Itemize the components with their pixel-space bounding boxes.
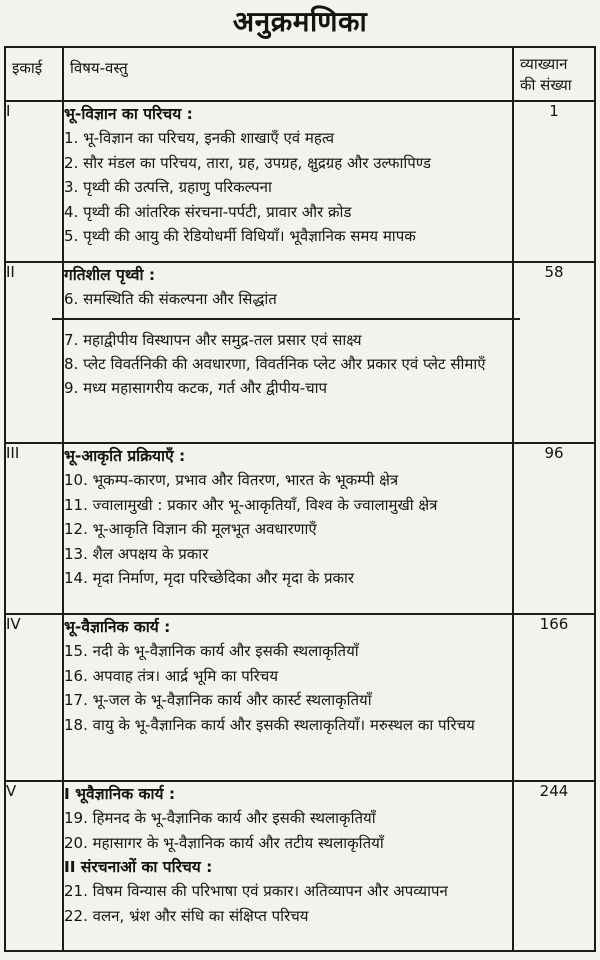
header-lecture-count: व्याख्यान की संख्या: [513, 47, 595, 101]
unit-topics: [63, 443, 513, 614]
list-item: 20. महासागर के भू-वैज्ञानिक कार्य और तटीय स्थलाकृतियाँ: [64, 833, 384, 852]
unit-row-3: [5, 443, 595, 614]
contents-table: [4, 46, 596, 952]
list-item: 8. प्लेट विवर्तनिकी की अवधारणा, विवर्तनिक प्लेट और प्रकार एवं प्लेट सीमाएँ: [64, 355, 486, 373]
list-item: 1. भू-विज्ञान का परिचय, इनकी शाखाएँ एवं महत्व: [64, 129, 335, 147]
list-item: 16. अपवाह तंत्र। आर्द्र भूमि का परिचय: [64, 666, 279, 685]
section-heading: भू-विज्ञान का परिचय :: [64, 105, 193, 123]
unit-row-4: [5, 614, 595, 781]
list-item: 4. पृथ्वी की आंतरिक संरचना-पर्पटी, प्रावार और क्रोड: [64, 202, 352, 221]
list-item: 5. पृथ्वी की आयु की रेडियोधर्मी विधियाँ। भूवैज्ञानिक समय मापक: [64, 227, 416, 245]
section-heading: II संरचनाओं का परिचय :: [64, 858, 213, 876]
list-item: 3. पृथ्वी की उत्पत्ति, ग्रहाणु परिकल्पना: [64, 178, 272, 196]
list-item: 6. समस्थिति की संकल्पना और सिद्धांत: [64, 290, 277, 308]
lecture-number: 1: [513, 101, 595, 262]
lecture-number: 244: [513, 781, 595, 951]
unit-topics: [63, 262, 513, 443]
lecture-number: 96: [513, 443, 595, 614]
unit-number: III: [5, 443, 63, 614]
list-item: 22. वलन, भ्रंश और संधि का संक्षिप्त परिचय: [64, 906, 309, 925]
page-title: अनुक्रमणिका: [232, 5, 368, 38]
sub-block: [52, 318, 520, 401]
header-row: [5, 47, 595, 101]
list-item: 14. मृदा निर्माण, मृदा परिच्छेदिका और मृदा के प्रकार: [64, 569, 355, 587]
list-item: 18. वायु के भू-वैज्ञानिक कार्य और इसकी स्थलाकृतियाँ। मरुस्थल का परिचय: [64, 715, 475, 734]
lecture-number: 58: [513, 262, 595, 443]
section-heading: I भूवैज्ञानिक कार्य :: [64, 785, 176, 803]
list-item: 11. ज्वालामुखी : प्रकार और भू-आकृतियाँ, विश्व के ज्वालामुखी क्षेत्र: [64, 495, 438, 514]
section-heading: गतिशील पृथ्वी :: [64, 266, 156, 284]
unit-number: V: [5, 781, 63, 951]
list-item: 21. विषम विन्यास की परिभाषा एवं प्रकार। अतिव्यापन और अपव्यापन: [64, 882, 448, 900]
list-item: 10. भूकम्प-कारण, प्रभाव और वितरण, भारत के भूकम्पी क्षेत्र: [64, 471, 399, 489]
header-topic: विषय-वस्तु: [63, 47, 513, 101]
list-item: 7. महाद्वीपीय विस्थापन और समुद्र-तल प्रसार एवं साक्ष्य: [64, 330, 362, 349]
unit-topics: [63, 614, 513, 781]
list-item: 19. हिमनद के भू-वैज्ञानिक कार्य और इसकी स्थलाकृतियाँ: [64, 809, 376, 827]
list-item: 13. शैल अपक्षय के प्रकार: [64, 544, 209, 563]
lecture-number: 166: [513, 614, 595, 781]
unit-row-1: [5, 101, 595, 262]
header-unit: इकाई: [5, 47, 63, 101]
unit-number: IV: [5, 614, 63, 781]
unit-number: II: [5, 262, 63, 443]
unit-row-5: [5, 781, 595, 951]
list-item: 12. भू-आकृति विज्ञान की मूलभूत अवधारणाएँ: [64, 520, 317, 538]
list-item: 9. मध्य महासागरीय कटक, गर्त और द्वीपीय-चाप: [64, 379, 328, 397]
unit-topics: [63, 101, 513, 262]
list-item: 15. नदी के भू-वैज्ञानिक कार्य और इसकी स्थलाकृतियाँ: [64, 642, 359, 660]
section-heading: भू-आकृति प्रक्रियाएँ :: [64, 447, 186, 465]
list-item: 17. भू-जल के भू-वैज्ञानिक कार्य और कार्स्ट स्थलाकृतियाँ: [64, 691, 372, 709]
list-item: 2. सौर मंडल का परिचय, तारा, ग्रह, उपग्रह, क्षुद्रग्रह और उल्फापिण्ड: [64, 153, 431, 172]
unit-row-2: [5, 262, 595, 443]
section-heading: भू-वैज्ञानिक कार्य :: [64, 618, 171, 636]
unit-topics: [63, 781, 513, 951]
unit-number: I: [5, 101, 63, 262]
